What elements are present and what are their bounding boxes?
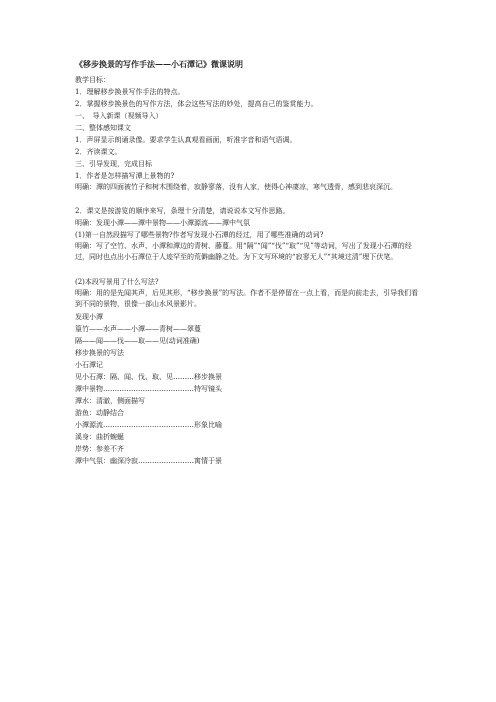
text-line: 溪身：曲折蜿蜒 bbox=[75, 433, 124, 441]
text-line: 2．掌握移步换景色的写作方法，体会这些写法的妙处，提高自己的鉴赏能力。 bbox=[75, 100, 318, 108]
text-line: 岸势：参差不齐 bbox=[75, 445, 124, 453]
text-line: 三、引导发现，完成目标 bbox=[75, 160, 152, 168]
text-line: 潭水：清澈，侧面描写 bbox=[75, 397, 145, 405]
text-line: 1．理解移步换景写作手法的特点。 bbox=[75, 88, 185, 96]
text-paragraph: 明确：潭的四面被竹子和树木围绕着，寂静寥落，没有人家，使得心神凄凉，寒气透骨，感到悲哀深沉。 bbox=[75, 183, 397, 191]
text-line: 潭中气氛：幽深冷寂……………………寓情于景 bbox=[75, 457, 222, 465]
text-line: 小石潭记 bbox=[75, 361, 103, 369]
text-line: 1．声屏显示朗诵录像。要求学生认真观看画面，听准字音和语气语调。 bbox=[75, 136, 297, 144]
text-line: 发现小潭 bbox=[75, 313, 103, 321]
text-line: 二、整体感知课文 bbox=[75, 124, 131, 132]
text-line: 一、 导入新课（视频导入） bbox=[75, 112, 163, 120]
text-paragraph: 明确：写了空竹、水声、小潭和潭边的青树、藤蔓。用“隔”“闻”“伐”“取”“见”等动词，写出了发现小石潭的经过，同时也点出小石潭位于人迹罕至的荒僻幽静之处。为下文写环境的“寂寥无人”“其境过清”埋下伏笔。 bbox=[75, 242, 412, 261]
text-line: 2．齐读课文。 bbox=[75, 148, 122, 156]
text-line: 见小石潭：隔、闻、伐、取、见………移步换景 bbox=[75, 373, 222, 381]
text-paragraph: 明确：用的是先闻其声，后见其形，“移步换景”的写法。作者不是停留在一点上看，而是向前走去，引导我们看到不同的景物，很像一部山水风景影片。 bbox=[75, 289, 419, 308]
text-line: (1)第一自然段描写了哪些景物?作者写发现小石潭的经过，用了哪些准确的动词? bbox=[75, 231, 324, 239]
text-line: 移步换景的写法 bbox=[75, 349, 124, 357]
text-line: 1．作者是怎样描写潭上景物的? bbox=[75, 172, 175, 180]
text-line: 隔——闻——伐——取——见(动词准确) bbox=[75, 337, 200, 345]
text-line: 2．课文是按游览的顺序来写，条理十分清楚，请说说本文写作思路。 bbox=[75, 207, 290, 215]
text-line: (2)本段写景用了什么写法? bbox=[75, 278, 159, 286]
document-title: 《移步换景的写作手法——小石潭记》微课说明 bbox=[75, 59, 243, 69]
text-line: 篁竹——水声——小潭——青树——翠蔓 bbox=[75, 325, 201, 333]
text-line: 潭中景物…………………………………特写镜头 bbox=[75, 385, 222, 393]
text-line: 小潭源流…………………………………形象比喻 bbox=[75, 421, 222, 429]
text-line: 教学目标： bbox=[75, 76, 110, 84]
text-line: 明确：发现小潭——潭中景物——小潭源流——潭中气氛 bbox=[75, 219, 250, 227]
text-line: 游鱼：动静结合 bbox=[75, 409, 124, 417]
